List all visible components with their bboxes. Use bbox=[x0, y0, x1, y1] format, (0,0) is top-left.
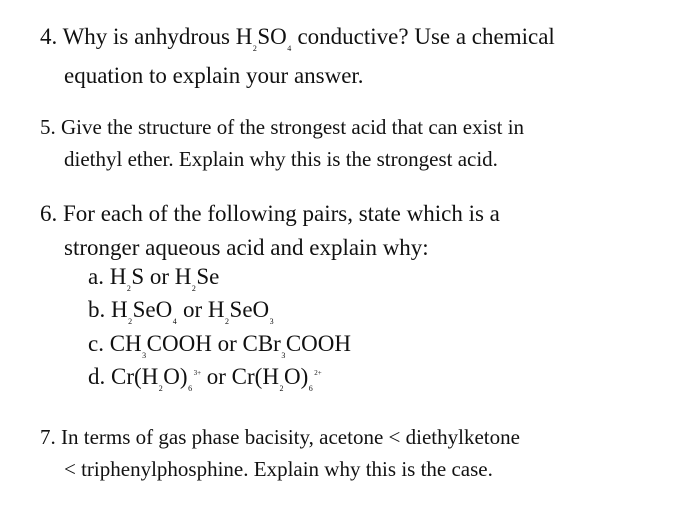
text-run: 5. Give the structure of the strongest acid that can exist in bbox=[40, 115, 525, 139]
text-run: stronger aqueous acid and explain why: bbox=[64, 235, 429, 260]
text-run: COOH or CBr bbox=[146, 331, 281, 356]
text-run: O) bbox=[283, 364, 309, 389]
text-run: O) bbox=[163, 364, 188, 389]
subscript: 2 bbox=[128, 317, 133, 326]
superscript: 2+ bbox=[314, 369, 322, 377]
question-5 bbox=[40, 111, 524, 175]
subscript: 6 bbox=[308, 384, 313, 393]
question-6 bbox=[40, 197, 500, 265]
subscript: 3 bbox=[281, 351, 286, 360]
question-7 bbox=[40, 421, 520, 485]
question-line bbox=[40, 425, 520, 449]
text-run: Se bbox=[196, 264, 220, 289]
question-line bbox=[40, 24, 555, 53]
question-line bbox=[40, 201, 500, 226]
question-line bbox=[40, 453, 520, 485]
subscript: 2 bbox=[191, 284, 196, 293]
superscript: 3+ bbox=[193, 369, 202, 377]
subscript: 2 bbox=[158, 384, 163, 393]
subscript: 3 bbox=[142, 351, 147, 360]
question-line bbox=[40, 143, 524, 175]
subscript: 4 bbox=[287, 44, 292, 53]
text-run: < triphenylphosphine. Explain why this is the case. bbox=[64, 457, 493, 481]
subscript: 6 bbox=[188, 384, 193, 393]
text-run: equation to explain your answer. bbox=[64, 63, 364, 88]
subscript: 4 bbox=[172, 317, 177, 326]
subscript: 2 bbox=[252, 44, 257, 53]
text-run: c. CH bbox=[88, 331, 142, 356]
text-run: diethyl ether. Explain why this is the strongest acid. bbox=[64, 147, 498, 171]
text-run: or H bbox=[177, 297, 225, 322]
text-run: SeO bbox=[132, 297, 173, 322]
text-run: 7. In terms of gas phase bacisity, acetone < diethylketone bbox=[40, 425, 520, 449]
text-run: a. H bbox=[88, 264, 127, 289]
subscript: 2 bbox=[126, 284, 131, 293]
question-line bbox=[40, 59, 555, 93]
text-run: b. H bbox=[88, 297, 128, 322]
text-run: COOH bbox=[285, 331, 352, 356]
sub-item-b bbox=[88, 293, 274, 331]
text-run: or Cr(H bbox=[201, 364, 279, 389]
text-run: S or H bbox=[131, 264, 192, 289]
text-run: conductive? Use a chemical bbox=[291, 24, 555, 49]
text-run: SeO bbox=[229, 297, 270, 322]
question-4 bbox=[40, 20, 555, 93]
sub-item-d bbox=[88, 360, 322, 399]
subscript: 2 bbox=[225, 317, 230, 326]
subscript: 3 bbox=[269, 317, 274, 326]
question-line bbox=[40, 115, 524, 139]
subscript: 2 bbox=[279, 384, 284, 393]
text-run: 4. Why is anhydrous H bbox=[40, 24, 253, 49]
text-run: SO bbox=[257, 24, 287, 49]
text-run: 6. For each of the following pairs, state which is a bbox=[40, 201, 500, 226]
text-run: d. Cr(H bbox=[88, 364, 159, 389]
